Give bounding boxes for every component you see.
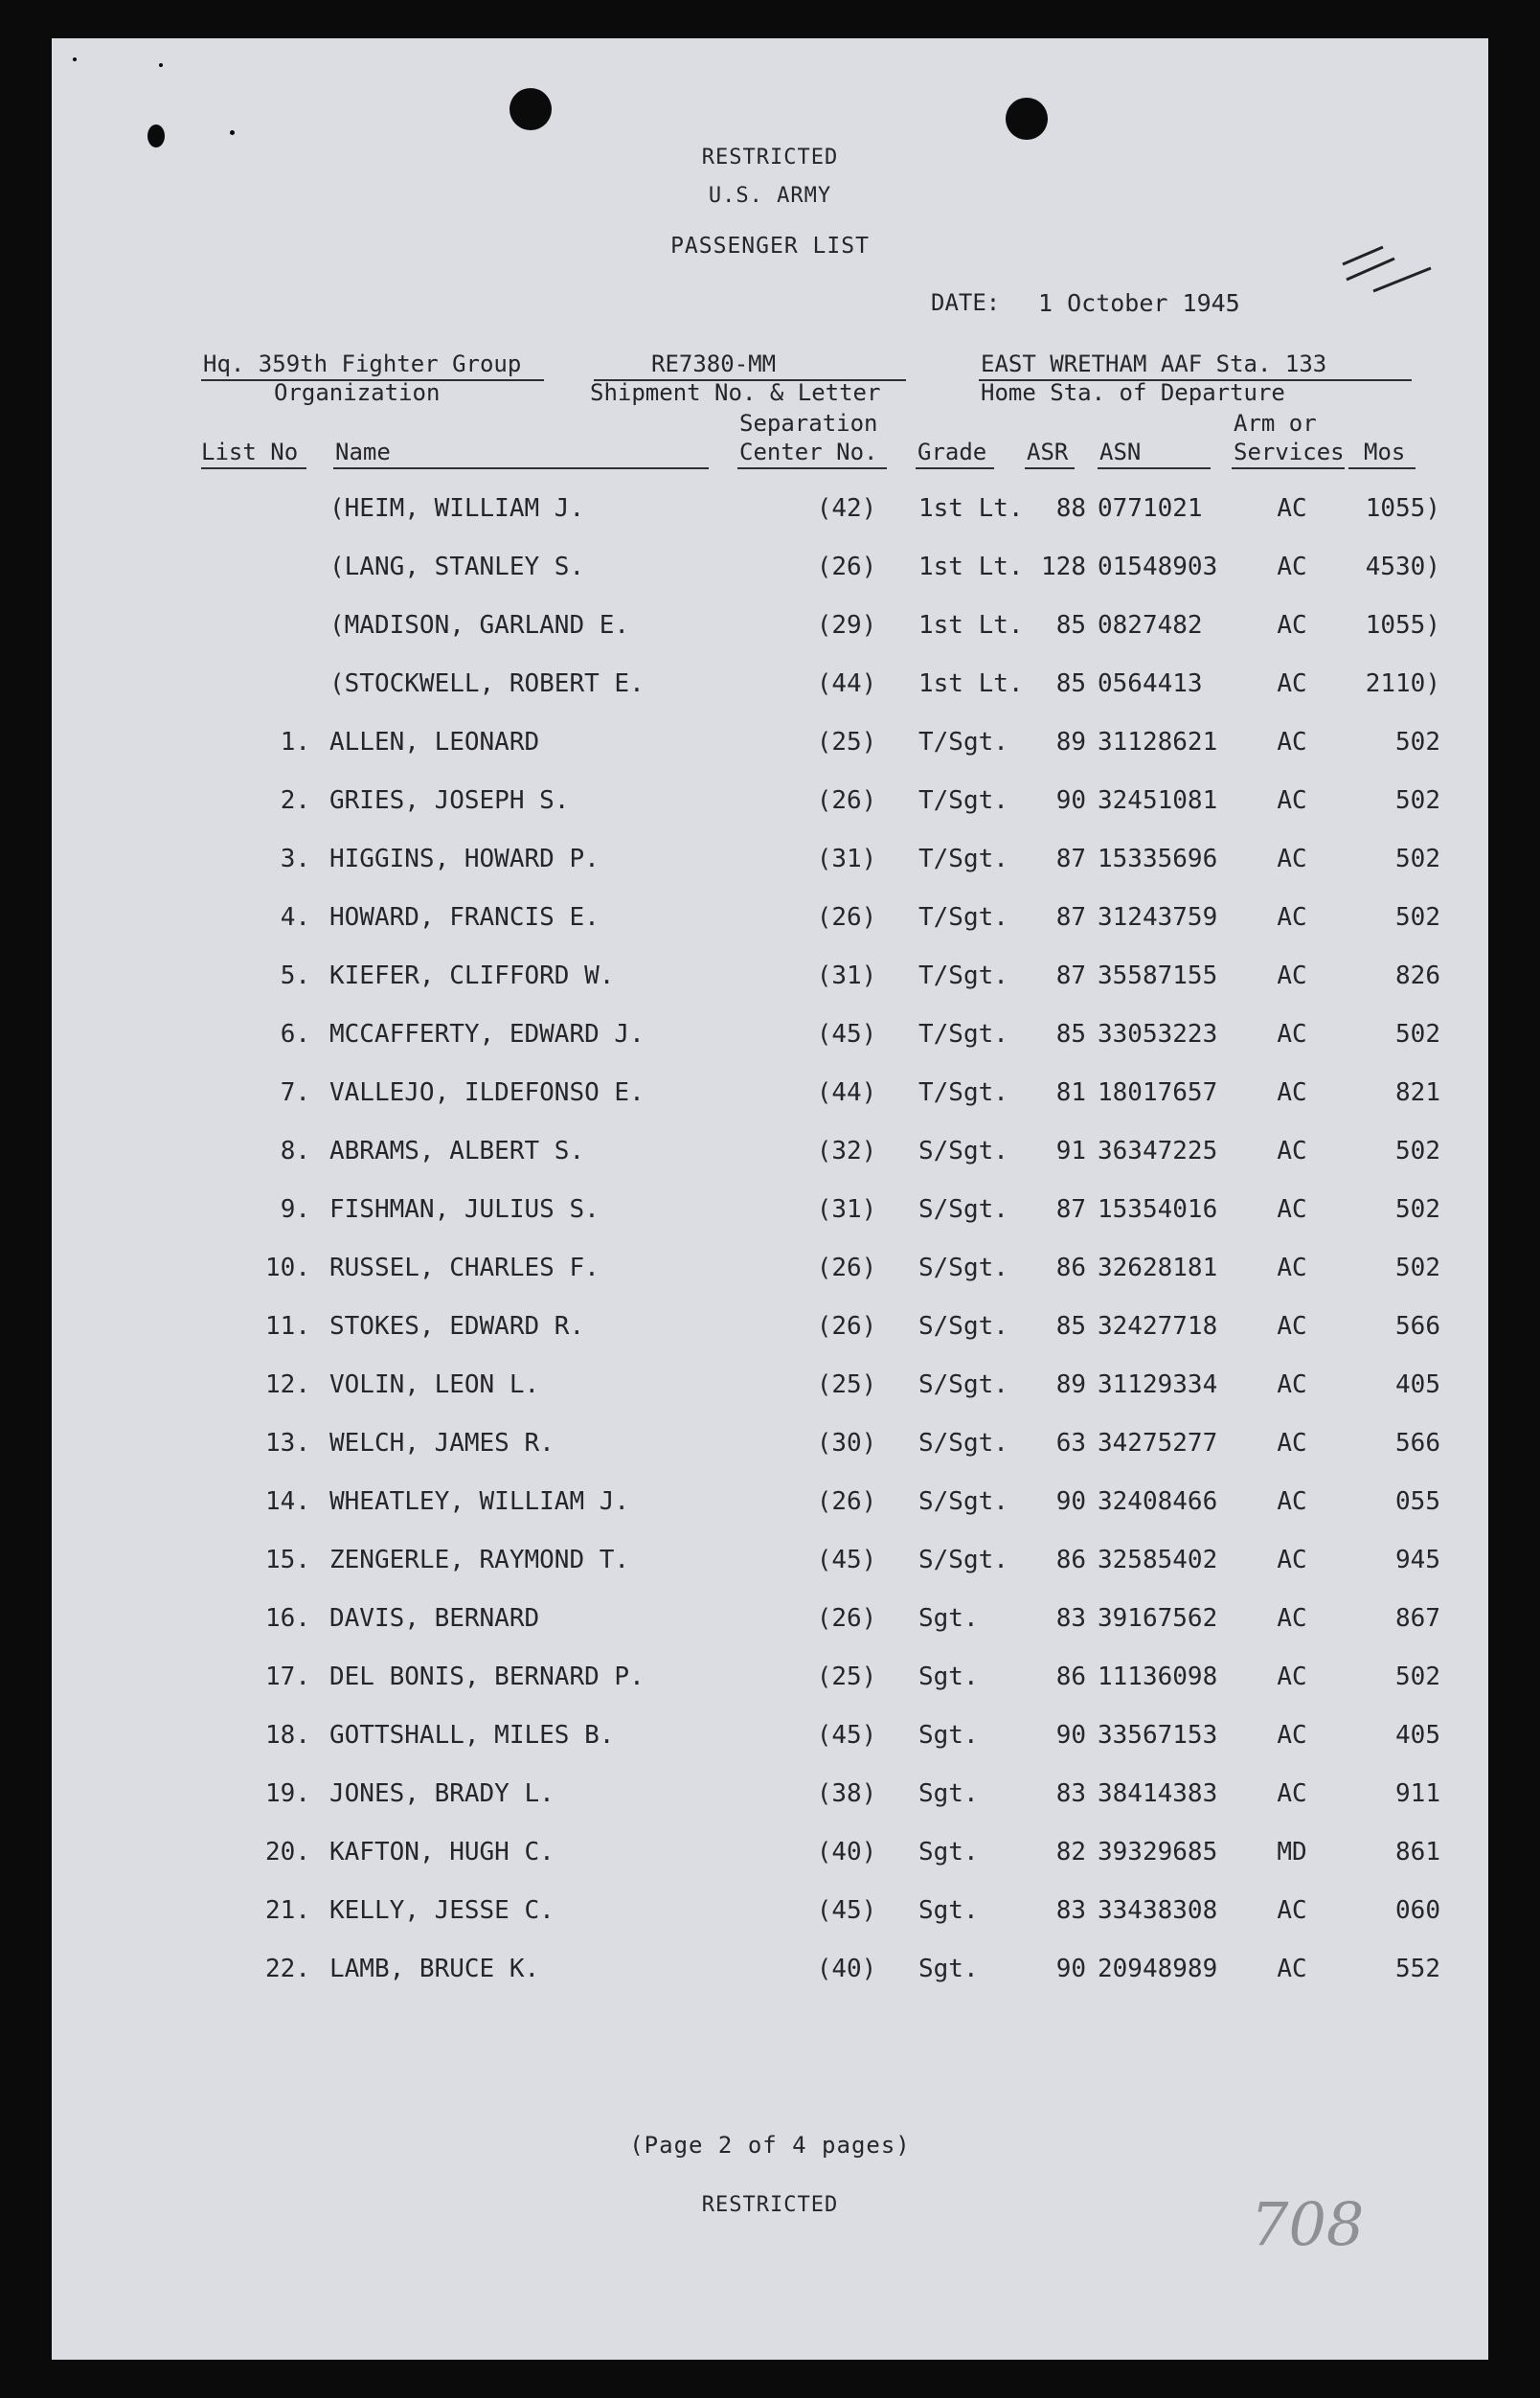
separation-center: (31) xyxy=(816,1195,877,1224)
passenger-name: RUSSEL, CHARLES F. xyxy=(329,1254,600,1282)
mos: 911 xyxy=(1395,1779,1440,1808)
asr: 128 xyxy=(1041,553,1086,581)
grade: S/Sgt. xyxy=(918,1137,1008,1165)
grade: 1st Lt. xyxy=(918,669,1024,698)
grade: Sgt. xyxy=(918,1663,979,1691)
separation-center: (26) xyxy=(816,553,877,581)
mos: 502 xyxy=(1395,1137,1440,1165)
grade: Sgt. xyxy=(918,1838,979,1866)
passenger-name: ALLEN, LEONARD xyxy=(329,728,540,757)
ink-speck xyxy=(73,57,77,61)
asn: 33567153 xyxy=(1098,1721,1218,1750)
arm-service: AC xyxy=(1277,1663,1307,1691)
asr: 87 xyxy=(1055,961,1086,990)
ink-speck xyxy=(147,124,165,147)
organization-value: Hq. 359th Fighter Group xyxy=(203,351,522,377)
list-no: 16. xyxy=(265,1604,310,1633)
ink-speck xyxy=(159,63,163,67)
separation-center: (26) xyxy=(816,1604,877,1633)
mos: 821 xyxy=(1395,1078,1440,1107)
list-no: 7. xyxy=(280,1078,310,1107)
document-title: PASSENGER LIST xyxy=(670,234,870,259)
asn: 35587155 xyxy=(1098,961,1218,990)
punch-hole-right xyxy=(1006,98,1048,140)
table-row xyxy=(52,1429,1488,1467)
asr: 85 xyxy=(1055,669,1086,698)
passenger-name: KELLY, JESSE C. xyxy=(329,1896,555,1925)
list-no: 2. xyxy=(280,786,310,815)
mos: 055 xyxy=(1395,1487,1440,1516)
asr: 88 xyxy=(1055,494,1086,523)
name-underline xyxy=(333,467,709,469)
separation-center: (30) xyxy=(816,1429,877,1458)
table-row xyxy=(52,1838,1488,1876)
list-no: 5. xyxy=(280,961,310,990)
grade: Sgt. xyxy=(918,1955,979,1983)
arm-underline xyxy=(1232,467,1345,469)
separation-underline xyxy=(737,467,887,469)
asr: 63 xyxy=(1055,1429,1086,1458)
column-header-list-no: List No xyxy=(201,439,299,465)
list-no: 6. xyxy=(280,1020,310,1049)
arm-service: AC xyxy=(1277,1312,1307,1341)
asn: 01548903 xyxy=(1098,553,1218,581)
passenger-name: STOKES, EDWARD R. xyxy=(329,1312,585,1341)
arm-service: AC xyxy=(1277,728,1307,757)
asr: 83 xyxy=(1055,1604,1086,1633)
passenger-name: MCCAFFERTY, EDWARD J. xyxy=(329,1020,645,1049)
mos: 4530) xyxy=(1365,553,1440,581)
passenger-name: KIEFER, CLIFFORD W. xyxy=(329,961,615,990)
separation-center: (26) xyxy=(816,786,877,815)
arm-service: AC xyxy=(1277,1604,1307,1633)
table-row xyxy=(52,1779,1488,1818)
asr: 86 xyxy=(1055,1254,1086,1282)
table-row xyxy=(52,786,1488,825)
arm-service: AC xyxy=(1277,1779,1307,1808)
arm-service: AC xyxy=(1277,1429,1307,1458)
mos: 1055) xyxy=(1365,494,1440,523)
table-row xyxy=(52,1604,1488,1642)
mos: 502 xyxy=(1395,1254,1440,1282)
table-row xyxy=(52,728,1488,766)
list-no: 15. xyxy=(265,1546,310,1574)
asr: 91 xyxy=(1055,1137,1086,1165)
passenger-name: DEL BONIS, BERNARD P. xyxy=(329,1663,645,1691)
grade: T/Sgt. xyxy=(918,786,1008,815)
passenger-name: HOWARD, FRANCIS E. xyxy=(329,903,600,932)
passenger-name: VALLEJO, ILDEFONSO E. xyxy=(329,1078,645,1107)
passenger-name: (MADISON, GARLAND E. xyxy=(329,611,630,640)
asr: 89 xyxy=(1055,728,1086,757)
list-no: 12. xyxy=(265,1370,310,1399)
grade: T/Sgt. xyxy=(918,845,1008,873)
asr: 90 xyxy=(1055,1721,1086,1750)
asn: 32408466 xyxy=(1098,1487,1218,1516)
passenger-name: LAMB, BRUCE K. xyxy=(329,1955,540,1983)
list-no-underline xyxy=(201,467,306,469)
list-no: 13. xyxy=(265,1429,310,1458)
asn: 32628181 xyxy=(1098,1254,1218,1282)
restricted-bottom: RESTRICTED xyxy=(701,2193,839,2217)
passenger-name: KAFTON, HUGH C. xyxy=(329,1838,555,1866)
mos: 502 xyxy=(1395,1195,1440,1224)
shipment-label: Shipment No. & Letter xyxy=(590,379,881,406)
asn: 0564413 xyxy=(1098,669,1203,698)
passenger-name: GOTTSHALL, MILES B. xyxy=(329,1721,615,1750)
separation-center: (42) xyxy=(816,494,877,523)
grade: S/Sgt. xyxy=(918,1195,1008,1224)
list-no: 22. xyxy=(265,1955,310,1983)
mos: 502 xyxy=(1395,845,1440,873)
asr: 87 xyxy=(1055,903,1086,932)
arm-service: AC xyxy=(1277,1137,1307,1165)
date-label: DATE: xyxy=(931,289,1001,316)
separation-center: (38) xyxy=(816,1779,877,1808)
home-station-label: Home Sta. of Departure xyxy=(981,379,1285,406)
asn: 31243759 xyxy=(1098,903,1218,932)
mos-underline xyxy=(1348,467,1415,469)
mos: 060 xyxy=(1395,1896,1440,1925)
mos: 861 xyxy=(1395,1838,1440,1866)
passenger-name: (LANG, STANLEY S. xyxy=(329,553,585,581)
grade: S/Sgt. xyxy=(918,1312,1008,1341)
asr: 82 xyxy=(1055,1838,1086,1866)
asn: 32451081 xyxy=(1098,786,1218,815)
arm-service: AC xyxy=(1277,1370,1307,1399)
asn: 15335696 xyxy=(1098,845,1218,873)
passenger-name: ZENGERLE, RAYMOND T. xyxy=(329,1546,630,1574)
column-header-separation-line1: Separation xyxy=(739,410,878,437)
asr: 83 xyxy=(1055,1896,1086,1925)
column-header-separation-line2: Center No. xyxy=(739,439,878,465)
asn: 31128621 xyxy=(1098,728,1218,757)
separation-center: (26) xyxy=(816,1487,877,1516)
asn: 11136098 xyxy=(1098,1663,1218,1691)
restricted-top: RESTRICTED xyxy=(701,146,839,170)
mos: 826 xyxy=(1395,961,1440,990)
arm-service: AC xyxy=(1277,961,1307,990)
separation-center: (26) xyxy=(816,1254,877,1282)
arm-service: AC xyxy=(1277,1195,1307,1224)
arm-service: AC xyxy=(1277,1721,1307,1750)
asn: 33053223 xyxy=(1098,1020,1218,1049)
asr: 83 xyxy=(1055,1779,1086,1808)
arm-service: AC xyxy=(1277,669,1307,698)
list-no: 17. xyxy=(265,1663,310,1691)
table-row xyxy=(52,1078,1488,1117)
list-no: 19. xyxy=(265,1779,310,1808)
passenger-name: (HEIM, WILLIAM J. xyxy=(329,494,585,523)
separation-center: (40) xyxy=(816,1838,877,1866)
grade: S/Sgt. xyxy=(918,1546,1008,1574)
asr: 85 xyxy=(1055,1312,1086,1341)
table-row xyxy=(52,669,1488,708)
table-row xyxy=(52,1955,1488,1993)
date-value: 1 October 1945 xyxy=(1038,289,1240,317)
separation-center: (45) xyxy=(816,1896,877,1925)
separation-center: (45) xyxy=(816,1546,877,1574)
table-row xyxy=(52,845,1488,883)
asn: 32585402 xyxy=(1098,1546,1218,1574)
table-row xyxy=(52,1312,1488,1350)
asn: 36347225 xyxy=(1098,1137,1218,1165)
asr: 90 xyxy=(1055,1955,1086,1983)
list-no: 8. xyxy=(280,1137,310,1165)
mos: 502 xyxy=(1395,903,1440,932)
mos: 405 xyxy=(1395,1721,1440,1750)
separation-center: (25) xyxy=(816,1370,877,1399)
mos: 566 xyxy=(1395,1429,1440,1458)
table-row xyxy=(52,611,1488,649)
asr: 81 xyxy=(1055,1078,1086,1107)
arm-service: AC xyxy=(1277,845,1307,873)
list-no: 3. xyxy=(280,845,310,873)
arm-service: AC xyxy=(1277,1078,1307,1107)
handwritten-corner-mark xyxy=(1335,230,1469,306)
column-header-grade: Grade xyxy=(917,439,987,465)
asn: 31129334 xyxy=(1098,1370,1218,1399)
grade: T/Sgt. xyxy=(918,1020,1008,1049)
page-note: (Page 2 of 4 pages) xyxy=(629,2132,911,2159)
passenger-name: ABRAMS, ALBERT S. xyxy=(329,1137,585,1165)
column-header-asn: ASN xyxy=(1099,439,1142,465)
asn: 38414383 xyxy=(1098,1779,1218,1808)
asn: 20948989 xyxy=(1098,1955,1218,1983)
separation-center: (25) xyxy=(816,728,877,757)
grade: Sgt. xyxy=(918,1779,979,1808)
arm-service: AC xyxy=(1277,553,1307,581)
mos: 405 xyxy=(1395,1370,1440,1399)
list-no: 11. xyxy=(265,1312,310,1341)
asr: 89 xyxy=(1055,1370,1086,1399)
column-header-asr: ASR xyxy=(1027,439,1069,465)
asn: 34275277 xyxy=(1098,1429,1218,1458)
arm-service: AC xyxy=(1277,1020,1307,1049)
table-row xyxy=(52,903,1488,941)
asr: 85 xyxy=(1055,1020,1086,1049)
grade: S/Sgt. xyxy=(918,1487,1008,1516)
table-row xyxy=(52,1020,1488,1058)
passenger-name: DAVIS, BERNARD xyxy=(329,1604,540,1633)
separation-center: (26) xyxy=(816,903,877,932)
mos: 502 xyxy=(1395,1663,1440,1691)
passenger-name: HIGGINS, HOWARD P. xyxy=(329,845,600,873)
separation-center: (44) xyxy=(816,1078,877,1107)
handwritten-page-number: 708 xyxy=(1251,2189,1365,2259)
grade: Sgt. xyxy=(918,1721,979,1750)
separation-center: (32) xyxy=(816,1137,877,1165)
separation-center: (29) xyxy=(816,611,877,640)
ink-speck xyxy=(230,130,235,135)
table-row xyxy=(52,1487,1488,1526)
mos: 945 xyxy=(1395,1546,1440,1574)
separation-center: (31) xyxy=(816,961,877,990)
list-no: 1. xyxy=(280,728,310,757)
arm-service: AC xyxy=(1277,903,1307,932)
grade: 1st Lt. xyxy=(918,611,1024,640)
arm-service: MD xyxy=(1277,1838,1307,1866)
mos: 2110) xyxy=(1365,669,1440,698)
arm-service: AC xyxy=(1277,1955,1307,1983)
arm-service: AC xyxy=(1277,611,1307,640)
list-no: 20. xyxy=(265,1838,310,1866)
grade: 1st Lt. xyxy=(918,553,1024,581)
separation-center: (40) xyxy=(816,1955,877,1983)
asr: 90 xyxy=(1055,786,1086,815)
punch-hole-left xyxy=(510,88,552,130)
grade: T/Sgt. xyxy=(918,1078,1008,1107)
mos: 1055) xyxy=(1365,611,1440,640)
arm-service: AC xyxy=(1277,1254,1307,1282)
grade-underline xyxy=(916,467,994,469)
table-row xyxy=(52,961,1488,1000)
separation-center: (25) xyxy=(816,1663,877,1691)
organization-label: Organization xyxy=(274,379,441,406)
asr: 87 xyxy=(1055,1195,1086,1224)
separation-center: (31) xyxy=(816,845,877,873)
column-header-arm-line1: Arm or xyxy=(1234,410,1317,437)
asr: 86 xyxy=(1055,1546,1086,1574)
asr: 87 xyxy=(1055,845,1086,873)
table-row xyxy=(52,1721,1488,1759)
grade: T/Sgt. xyxy=(918,903,1008,932)
grade: Sgt. xyxy=(918,1604,979,1633)
asn: 39167562 xyxy=(1098,1604,1218,1633)
arm-service: AC xyxy=(1277,1896,1307,1925)
mos: 502 xyxy=(1395,786,1440,815)
army-heading: U.S. ARMY xyxy=(708,184,832,208)
column-header-mos: Mos xyxy=(1364,439,1406,465)
grade: S/Sgt. xyxy=(918,1254,1008,1282)
list-no: 10. xyxy=(265,1254,310,1282)
separation-center: (45) xyxy=(816,1721,877,1750)
passenger-name: WELCH, JAMES R. xyxy=(329,1429,555,1458)
arm-service: AC xyxy=(1277,494,1307,523)
arm-service: AC xyxy=(1277,786,1307,815)
grade: T/Sgt. xyxy=(918,728,1008,757)
table-row xyxy=(52,1896,1488,1934)
passenger-name: WHEATLEY, WILLIAM J. xyxy=(329,1487,630,1516)
asr-underline xyxy=(1025,467,1075,469)
passenger-name: GRIES, JOSEPH S. xyxy=(329,786,570,815)
asn: 32427718 xyxy=(1098,1312,1218,1341)
list-no: 9. xyxy=(280,1195,310,1224)
column-header-name: Name xyxy=(335,439,391,465)
asn: 15354016 xyxy=(1098,1195,1218,1224)
asr: 85 xyxy=(1055,611,1086,640)
grade: Sgt. xyxy=(918,1896,979,1925)
document-page xyxy=(52,38,1488,2360)
asn: 0827482 xyxy=(1098,611,1203,640)
mos: 867 xyxy=(1395,1604,1440,1633)
asn-underline xyxy=(1098,467,1211,469)
passenger-name: FISHMAN, JULIUS S. xyxy=(329,1195,600,1224)
asr: 90 xyxy=(1055,1487,1086,1516)
asn: 33438308 xyxy=(1098,1896,1218,1925)
passenger-name: JONES, BRADY L. xyxy=(329,1779,555,1808)
grade: T/Sgt. xyxy=(918,961,1008,990)
column-header-arm-line2: Services xyxy=(1234,439,1345,465)
table-row xyxy=(52,1254,1488,1292)
table-row xyxy=(52,1546,1488,1584)
passenger-name: (STOCKWELL, ROBERT E. xyxy=(329,669,645,698)
list-no: 21. xyxy=(265,1896,310,1925)
separation-center: (26) xyxy=(816,1312,877,1341)
mos: 552 xyxy=(1395,1955,1440,1983)
arm-service: AC xyxy=(1277,1546,1307,1574)
table-row xyxy=(52,553,1488,591)
list-no: 4. xyxy=(280,903,310,932)
mos: 566 xyxy=(1395,1312,1440,1341)
table-row xyxy=(52,1137,1488,1175)
mos: 502 xyxy=(1395,1020,1440,1049)
list-no: 18. xyxy=(265,1721,310,1750)
asn: 18017657 xyxy=(1098,1078,1218,1107)
grade: S/Sgt. xyxy=(918,1429,1008,1458)
shipment-value: RE7380-MM xyxy=(651,351,777,377)
asn: 39329685 xyxy=(1098,1838,1218,1866)
separation-center: (45) xyxy=(816,1020,877,1049)
passenger-name: VOLIN, LEON L. xyxy=(329,1370,540,1399)
table-row xyxy=(52,1195,1488,1233)
table-row xyxy=(52,494,1488,532)
grade: S/Sgt. xyxy=(918,1370,1008,1399)
table-row xyxy=(52,1663,1488,1701)
asr: 86 xyxy=(1055,1663,1086,1691)
grade: 1st Lt. xyxy=(918,494,1024,523)
separation-center: (44) xyxy=(816,669,877,698)
arm-service: AC xyxy=(1277,1487,1307,1516)
home-station-value: EAST WRETHAM AAF Sta. 133 xyxy=(981,351,1327,377)
list-no: 14. xyxy=(265,1487,310,1516)
table-row xyxy=(52,1370,1488,1409)
asn: 0771021 xyxy=(1098,494,1203,523)
mos: 502 xyxy=(1395,728,1440,757)
